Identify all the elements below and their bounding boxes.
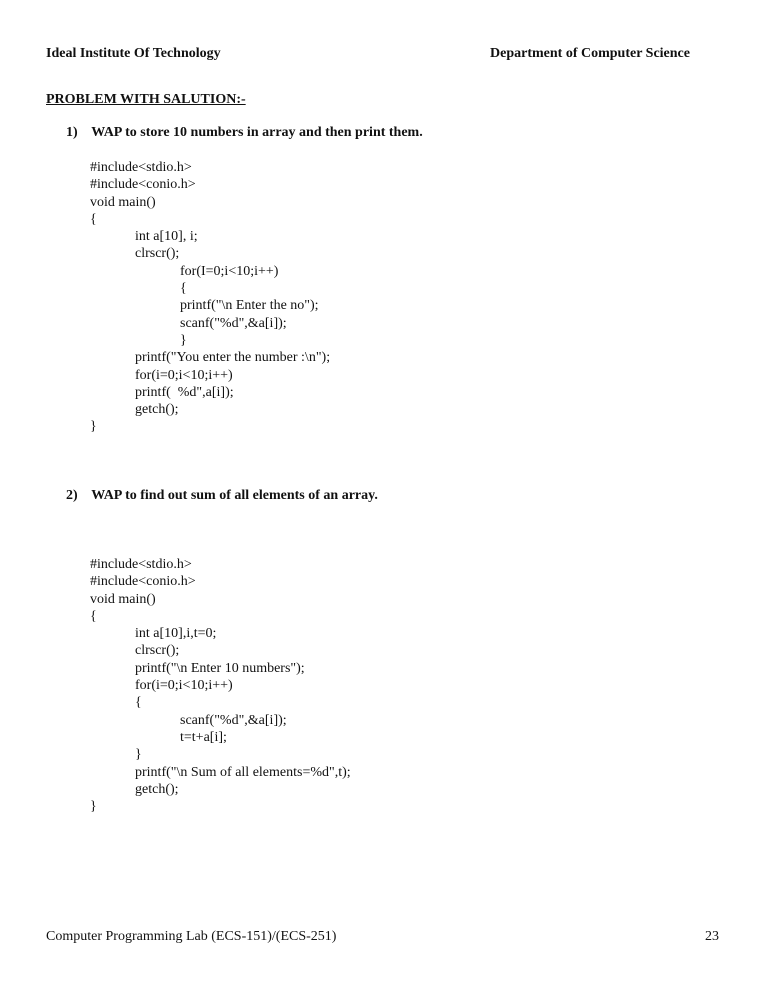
problem-number: 1) [66, 125, 78, 140]
code-line: scanf("%d",&a[i]); [180, 712, 287, 728]
code-line: t=t+a[i]; [180, 729, 227, 745]
code-line: for(i=0;i<10;i++) [135, 678, 233, 694]
code-line: { [180, 281, 187, 297]
code-line: #include<conio.h> [90, 177, 196, 193]
code-line: void main() [90, 591, 156, 607]
problem-1-heading [66, 125, 423, 141]
problem-number: 2) [66, 488, 78, 503]
footer-course: Computer Programming Lab (ECS-151)/(ECS-251) [46, 929, 337, 944]
problem-title: WAP to store 10 numbers in array and then print them. [91, 125, 423, 140]
code-line: scanf("%d",&a[i]); [180, 315, 287, 331]
section-title: PROBLEM WITH SALUTION:- [46, 92, 246, 107]
problem-2-code [90, 556, 351, 815]
code-line: getch(); [135, 402, 179, 418]
code-line: } [180, 332, 187, 348]
code-line: #include<stdio.h> [90, 160, 192, 175]
code-line: for(I=0;i<10;i++) [180, 263, 279, 279]
code-line: clrscr(); [135, 246, 180, 262]
code-line: void main() [90, 194, 156, 210]
code-line: #include<conio.h> [90, 574, 196, 590]
code-line: printf( %d",a[i]); [135, 384, 234, 400]
page-number: 23 [705, 929, 719, 944]
code-line: getch(); [135, 781, 179, 797]
code-line: printf("\n Enter the no"); [180, 298, 319, 314]
code-line: for(i=0;i<10;i++) [135, 367, 233, 383]
code-line: #include<stdio.h> [90, 557, 192, 572]
code-line: } [90, 799, 97, 815]
code-line: int a[10], i; [135, 229, 198, 245]
header-department: Department of Computer Science [490, 46, 690, 61]
problem-2-heading [66, 488, 378, 504]
code-line: clrscr(); [135, 643, 180, 659]
code-line: } [135, 747, 142, 763]
code-line: { [135, 695, 142, 711]
problem-title: WAP to find out sum of all elements of an array. [91, 488, 378, 503]
code-line: } [90, 419, 97, 435]
code-line: printf("You enter the number :\n"); [135, 350, 331, 366]
code-line: { [90, 608, 97, 624]
code-line: printf("\n Enter 10 numbers"); [135, 660, 305, 676]
code-line: int a[10],i,t=0; [135, 626, 217, 642]
header-institute: Ideal Institute Of Technology [46, 46, 221, 61]
code-line: { [90, 211, 97, 227]
problem-1-code [90, 159, 330, 436]
code-line: printf("\n Sum of all elements=%d",t); [135, 764, 351, 780]
